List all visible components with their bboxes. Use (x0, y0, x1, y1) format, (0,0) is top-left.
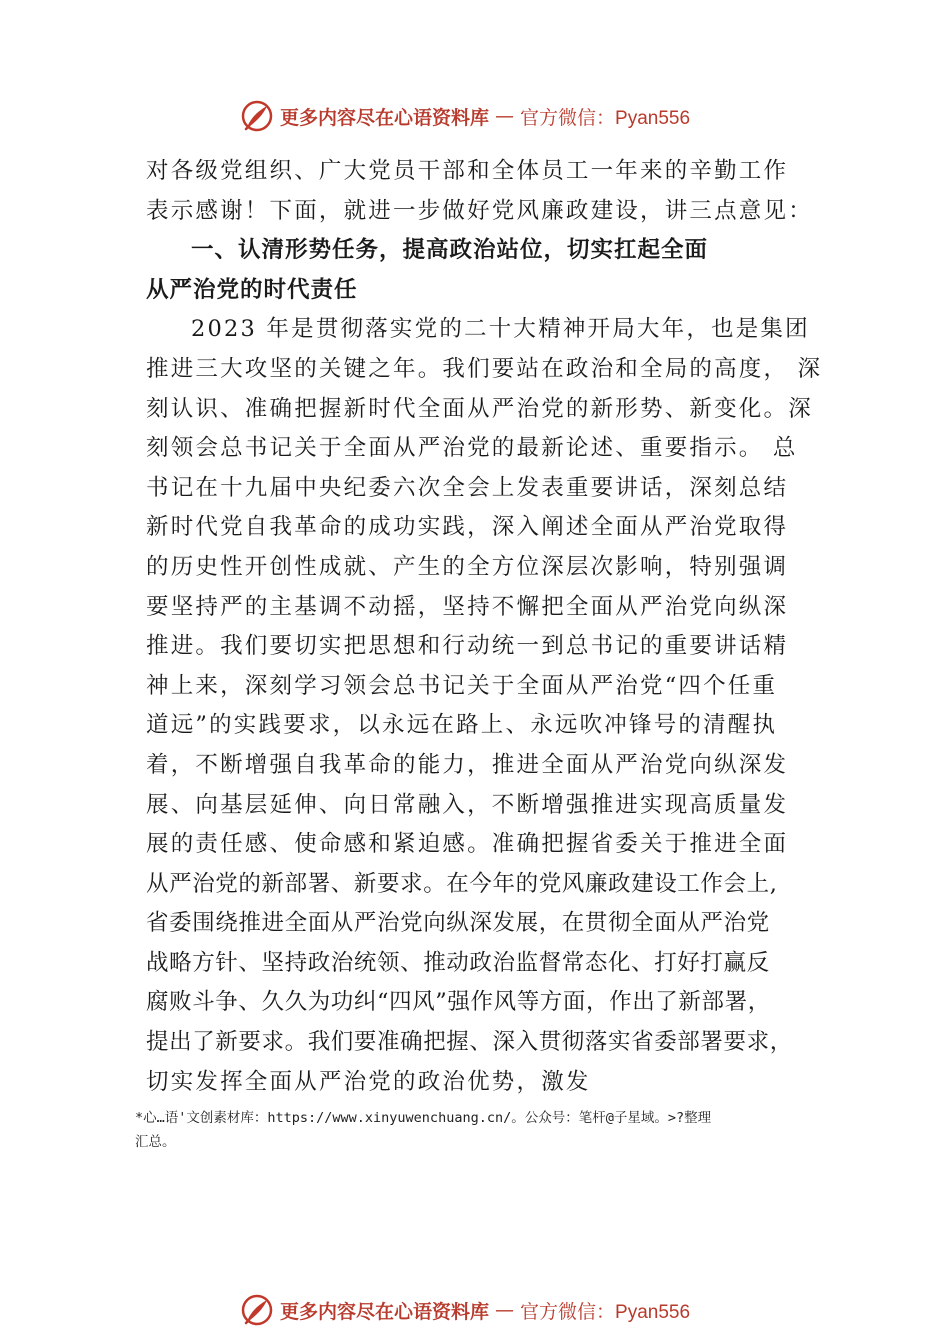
header-banner (240, 96, 690, 136)
paragraph-line: 展、向基层延伸、向日常融入，不断增强推进实现高质量发 (146, 791, 789, 818)
paragraph-line: 切实发挥全面从严治党的政治优势，激发 (146, 1068, 591, 1095)
paragraph-line: 对各级党组织、广大党员干部和全体员工一年来的辛勤工作 (146, 158, 789, 184)
paragraph-line: 2023 年是贯彻落实党的二十大精神开局大年，也是集团 (191, 316, 810, 343)
brush-logo-icon (240, 99, 274, 133)
paragraph-line: 神上来，深刻学习领会总书记关于全面从严治党“四个任重 (146, 672, 778, 699)
banner-wechat: 官方微信：Pyan556 (520, 107, 691, 129)
banner-title: 更多内容尽在心语资料库 (280, 106, 490, 129)
banner-wechat: 官方微信：Pyan556 (520, 1301, 691, 1323)
paragraph-line: 推进。我们要切实把思想和行动统一到总书记的重要讲话精 (146, 633, 789, 660)
footnote-line: 汇总。 (135, 1134, 176, 1150)
banner-separator: — (495, 105, 515, 127)
footnote-line: *心…语'文创素材库：https://www.xinyuwenchuang.cn/。公众号：笔杆@子星域。>?整理 (135, 1110, 712, 1126)
document-body (146, 152, 836, 1102)
paragraph-line: 推进三大攻坚的关键之年。我们要站在政治和全局的高度， 深 (146, 355, 823, 382)
section-heading: 一、认清形势任务，提高政治站位，切实扛起全面 (191, 237, 709, 264)
paragraph-line: 道远”的实践要求，以永远在路上、永远吹冲锋号的清醒执 (146, 712, 778, 739)
paragraph-line: 刻认识、准确把握新时代全面从严治党的新形势、新变化。深 (146, 395, 813, 422)
paragraph-line: 新时代党自我革命的成功实践，深入阐述全面从严治党取得 (146, 514, 789, 541)
paragraph-line: 省委围绕推进全面从严治党向纵深发展，在贯彻全面从严治党 (146, 910, 770, 937)
paragraph-line: 书记在十九届中央纪委六次全会上发表重要讲话，深刻总结 (146, 474, 789, 501)
footnote (135, 1106, 835, 1154)
banner-title: 更多内容尽在心语资料库 (280, 1300, 490, 1323)
paragraph-line: 提出了新要求。我们要准确把握、深入贯彻落实省委部署要求， (146, 1029, 793, 1056)
paragraph-line: 的历史性开创性成就、产生的全方位深层次影响，特别强调 (146, 553, 789, 580)
section-heading: 从严治党的时代责任 (146, 276, 358, 303)
paragraph-line: 从严治党的新部署、新要求。在今年的党风廉政建设工作会上, (146, 870, 778, 897)
paragraph-line: 刻领会总书记关于全面从严治党的最新论述、重要指示。 总 (146, 435, 798, 462)
paragraph-line: 腐败斗争、久久为功纠“四风”强作风等方面，作出了新部署， (146, 989, 771, 1016)
footer-banner (240, 1290, 690, 1330)
paragraph-line: 要坚持严的主基调不动摇，坚持不懈把全面从严治党向纵深 (146, 593, 789, 620)
paragraph-line: 着，不断增强自我革命的能力，推进全面从严治党向纵深发 (146, 751, 789, 778)
banner-separator: — (495, 1299, 515, 1321)
paragraph-line: 展的责任感、使命感和紧迫感。准确把握省委关于推进全面 (146, 831, 789, 858)
paragraph-line: 表示感谢！下面，就进一步做好党风廉政建设，讲三点意见： (146, 197, 813, 224)
paragraph-line: 战略方针、坚持政治统领、推动政治监督常态化、打好打赢反 (146, 949, 770, 976)
brush-logo-icon (240, 1293, 274, 1327)
